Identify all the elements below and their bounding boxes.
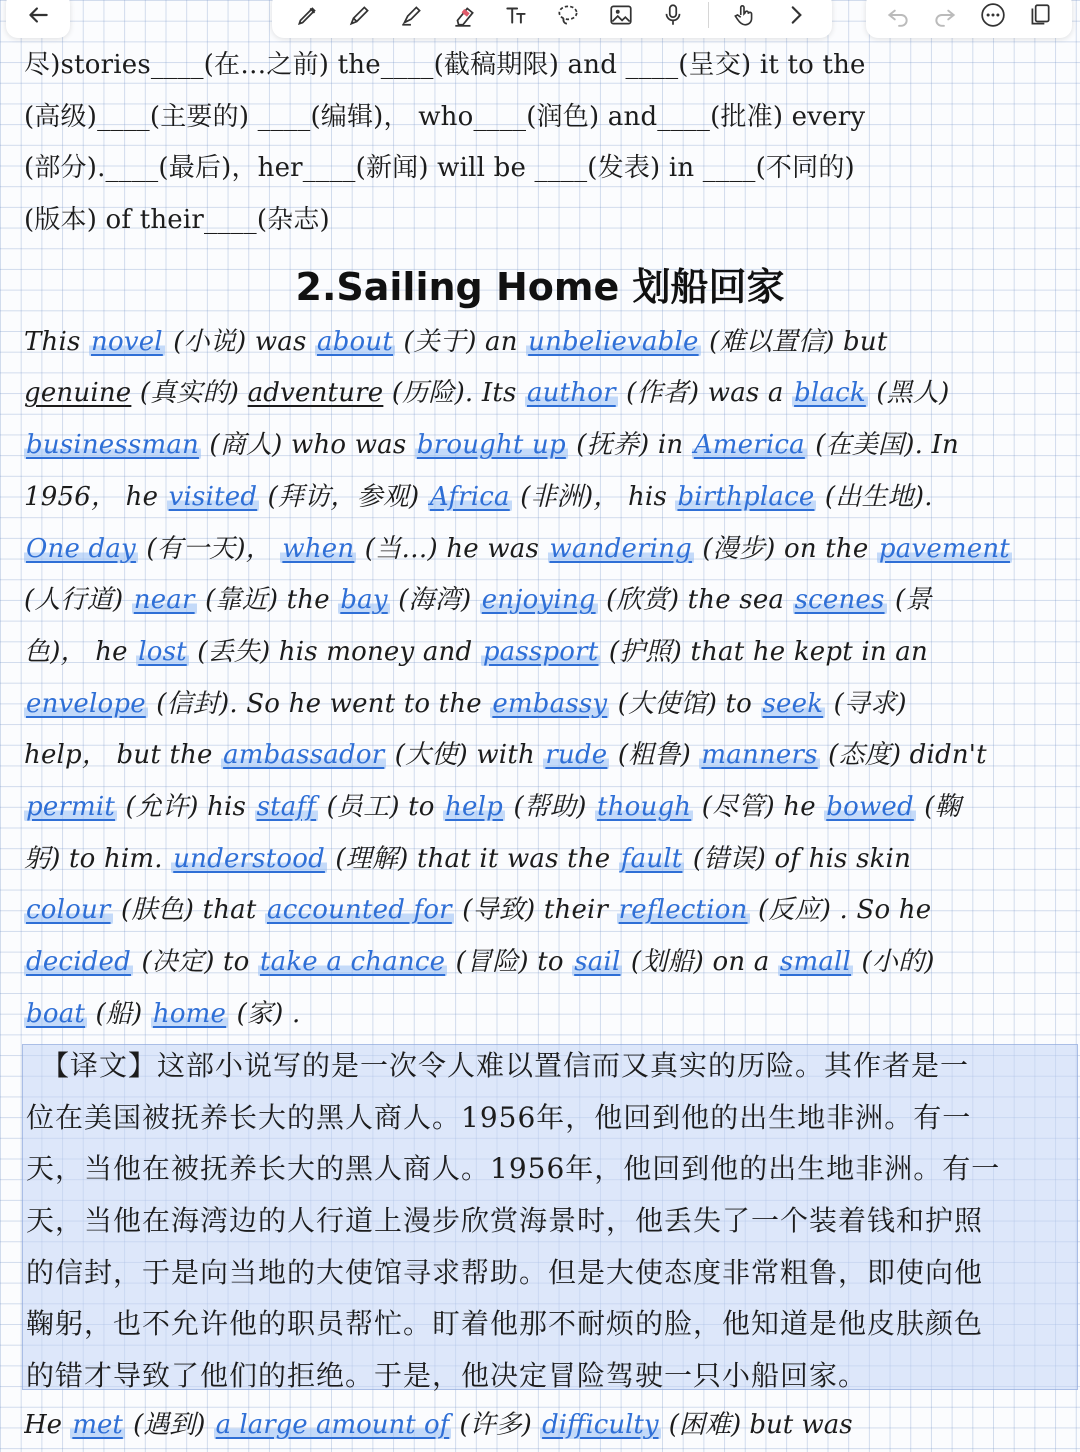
- keyword: novel: [91, 326, 163, 357]
- keyword: boat: [26, 998, 86, 1029]
- keyword: when: [282, 533, 355, 564]
- passage-text: (大使馆) to: [609, 688, 761, 719]
- keyword: seek: [762, 688, 824, 719]
- bottom-line: [24, 1400, 1074, 1452]
- passage-text: (作者) was a: [617, 378, 793, 409]
- passage-text: (帮助): [505, 791, 596, 822]
- back-icon[interactable]: [21, 0, 55, 32]
- passage-text: (错误) of his skin: [684, 843, 912, 874]
- microphone-icon[interactable]: [656, 0, 690, 32]
- passage-line: [24, 679, 1074, 731]
- keyword: passport: [482, 636, 599, 667]
- passage-text: (靠近) the: [196, 585, 339, 616]
- eraser-icon[interactable]: [447, 0, 481, 32]
- passage-text: (员工) to: [318, 791, 444, 822]
- passage-text: (非洲)， his: [511, 481, 676, 512]
- keyword: manners: [701, 740, 818, 771]
- passage-text: (理解) that it was the: [326, 843, 619, 874]
- passage-text: (护照) that he kept in an: [600, 636, 928, 667]
- keyword: unbelievable: [528, 326, 699, 357]
- passage-text: (允许) his: [117, 791, 255, 822]
- keyword: black: [794, 378, 866, 409]
- note-line-1: 尽)stories____(在…之前) the____(截稿期限) and ____(呈交) it to the: [24, 50, 866, 80]
- passage-line: [24, 472, 1074, 524]
- passage-text: (寻求): [825, 688, 907, 719]
- image-icon[interactable]: [604, 0, 638, 32]
- keyword: decided: [26, 947, 131, 977]
- note-line-4: (版本) of their____(杂志): [24, 205, 330, 236]
- passage-text: 1956， he: [24, 481, 167, 512]
- passage-line: [24, 937, 1074, 989]
- passage-text: 躬) to him.: [24, 843, 172, 874]
- passage-text: (反应) . So he: [749, 895, 932, 926]
- keyword: enjoying: [481, 585, 596, 616]
- pencil-icon[interactable]: [343, 0, 377, 32]
- keyword: bay: [340, 585, 388, 616]
- underlined-word: adventure: [247, 378, 384, 409]
- keyword: staff: [256, 791, 317, 822]
- keyword: author: [526, 378, 616, 409]
- lasso-icon[interactable]: [551, 0, 585, 32]
- passage-text: This: [24, 326, 90, 357]
- keyword: Africa: [429, 481, 510, 512]
- keyword: scenes: [794, 585, 885, 616]
- redo-icon[interactable]: [928, 0, 962, 32]
- passage-text: (景: [886, 585, 932, 616]
- keyword: accounted for: [267, 895, 452, 926]
- passage-line: [24, 524, 1074, 576]
- keyword: home: [152, 998, 227, 1029]
- keyword: pavement: [878, 533, 1010, 564]
- passage-text: (信封). So he went to the: [147, 688, 491, 719]
- more-icon[interactable]: [976, 0, 1010, 32]
- keyword: bowed: [826, 791, 914, 822]
- keyword: reflection: [618, 895, 748, 926]
- translation-line: 位在美国被抚养长大的黑人商人。1956年，他回到他的出生地非洲。有一: [26, 1100, 972, 1134]
- keyword: lost: [138, 636, 187, 667]
- keyword: businessman: [26, 430, 199, 461]
- keyword: though: [597, 791, 692, 822]
- keyword: understood: [173, 843, 325, 874]
- passage-text: (遇到): [124, 1410, 214, 1440]
- passage-text: (肤色) that: [112, 895, 265, 926]
- passage-text: (鞠: [915, 791, 961, 822]
- passage-text: help， but the: [24, 740, 222, 771]
- passage-line: [24, 885, 1074, 937]
- underlined-word: genuine: [24, 378, 132, 409]
- keyword: ambassador: [223, 740, 385, 771]
- translation-line: 鞠躬，也不允许他的职员帮忙。盯着他那不耐烦的脸，他知道是他皮肤颜色: [26, 1307, 984, 1341]
- passage: [24, 317, 1074, 1041]
- back-toolbar: [6, 0, 70, 38]
- passage-text: (小说) was: [164, 326, 315, 357]
- passage-line: [24, 627, 1074, 679]
- keyword: fault: [620, 843, 683, 874]
- keyword: wandering: [549, 533, 692, 564]
- passage-text: He: [24, 1410, 71, 1440]
- translation-line: 【译文】这部小说写的是一次令人难以置信而又真实的历险。其作者是一: [26, 1049, 970, 1082]
- keyword: near: [133, 585, 195, 616]
- passage-text: (黑人): [867, 378, 950, 409]
- passage-text: (船): [87, 998, 151, 1029]
- touch-icon[interactable]: [727, 0, 761, 32]
- highlighter-icon[interactable]: [395, 0, 429, 32]
- passage-text: (有一天)，: [137, 533, 281, 564]
- passage-text: (态度) didn't: [819, 740, 987, 771]
- text-icon[interactable]: [499, 0, 533, 32]
- passage-text: (关于) an: [395, 326, 527, 357]
- passage-line: [24, 420, 1074, 472]
- passage-text: (出生地).: [816, 481, 933, 512]
- keyword: embassy: [492, 688, 608, 719]
- keyword: visited: [168, 481, 258, 512]
- keyword: a large amount of: [215, 1410, 450, 1440]
- keyword: envelope: [26, 688, 146, 719]
- passage-text: (决定) to: [132, 947, 258, 977]
- keyword: small: [779, 947, 852, 977]
- section-title: 2.Sailing Home 划船回家: [295, 264, 785, 309]
- keyword: birthplace: [677, 481, 815, 512]
- keyword: One day: [26, 533, 136, 564]
- translation-line: 天，当他在海湾边的人行道上漫步欣赏海景时，他丢失了一个装着钱和护照: [26, 1204, 984, 1238]
- undo-icon[interactable]: [881, 0, 915, 32]
- passage-text: (丢失) his money and: [188, 636, 481, 667]
- translation-block: [26, 1040, 1070, 1402]
- note-line-2: (高级)____(主要的) ____(编辑)， who____(润色) and____(批准) every: [24, 101, 866, 132]
- keyword: take a chance: [259, 947, 446, 977]
- passage-text: (人行道): [24, 585, 132, 616]
- passage-text: (小的): [853, 947, 935, 977]
- keyword: about: [317, 326, 393, 357]
- toolbar-divider: [708, 2, 709, 28]
- passage-text: (难以置信) but: [700, 326, 888, 357]
- passage-text: (划船) on a: [622, 947, 778, 977]
- passage-text: (冒险) to: [447, 947, 573, 977]
- passage-text: (拜访，参观): [259, 481, 428, 512]
- passage-text: 色)， he: [24, 636, 137, 667]
- passage-line: [24, 730, 1074, 782]
- passage-line: [24, 317, 1074, 369]
- translation-line: 的信封，于是向当地的大使馆寻求帮助。但是大使态度非常粗鲁，即使向他: [26, 1255, 984, 1289]
- keyword: met: [72, 1410, 123, 1440]
- passage-text: (困难) but was: [660, 1410, 853, 1440]
- passage-text: (许多): [451, 1410, 541, 1440]
- notes-content: [24, 40, 1074, 1040]
- drawing-toolbar: [272, 0, 832, 38]
- passage-line: [24, 834, 1074, 886]
- passage-text: (家) .: [228, 998, 301, 1029]
- passage-line: [24, 368, 1074, 420]
- keyword: sail: [574, 947, 621, 977]
- passage-text: (大使) with: [386, 740, 544, 771]
- note-line-3: (部分).____(最后)，her____(新闻) will be ____(发表) in ____(不同的): [24, 153, 855, 184]
- pages-icon[interactable]: [1023, 0, 1057, 32]
- keyword: America: [693, 430, 805, 461]
- passage-text: (在美国). In: [806, 430, 959, 461]
- keyword: help: [445, 791, 504, 822]
- passage-line: [24, 782, 1074, 834]
- pen-icon[interactable]: [291, 0, 325, 32]
- passage-text: (欣赏) the sea: [597, 585, 793, 616]
- keyword: brought up: [416, 430, 566, 461]
- chevron-right-icon[interactable]: [779, 0, 813, 32]
- passage-line: [24, 575, 1074, 627]
- keyword: rude: [545, 740, 608, 771]
- document-toolbar: [866, 0, 1072, 38]
- keyword: colour: [26, 895, 111, 926]
- passage-text: (漫步) on the: [693, 533, 877, 564]
- passage-text: (历险). Its: [383, 378, 525, 409]
- translation-line: 天，当他在被抚养长大的黑人商人。1956年，他回到他的出生地非洲。有一: [26, 1152, 1001, 1186]
- passage-line: [24, 989, 1074, 1041]
- keyword: permit: [26, 791, 116, 822]
- passage-text: (商人) who was: [200, 430, 415, 461]
- passage-text: (尽管) he: [693, 791, 825, 822]
- keyword: difficulty: [542, 1410, 659, 1440]
- passage-text: (抚养) in: [567, 430, 692, 461]
- passage-text: (海湾): [389, 585, 480, 616]
- passage-text: (导致) their: [453, 895, 617, 926]
- passage-text: (当…) he was: [356, 533, 548, 564]
- passage-text: (粗鲁): [609, 740, 700, 771]
- passage-text: (真实的): [131, 378, 248, 409]
- translation-line: 的错才导致了他们的拒绝。于是，他决定冒险驾驶一只小船回家。: [26, 1359, 868, 1393]
